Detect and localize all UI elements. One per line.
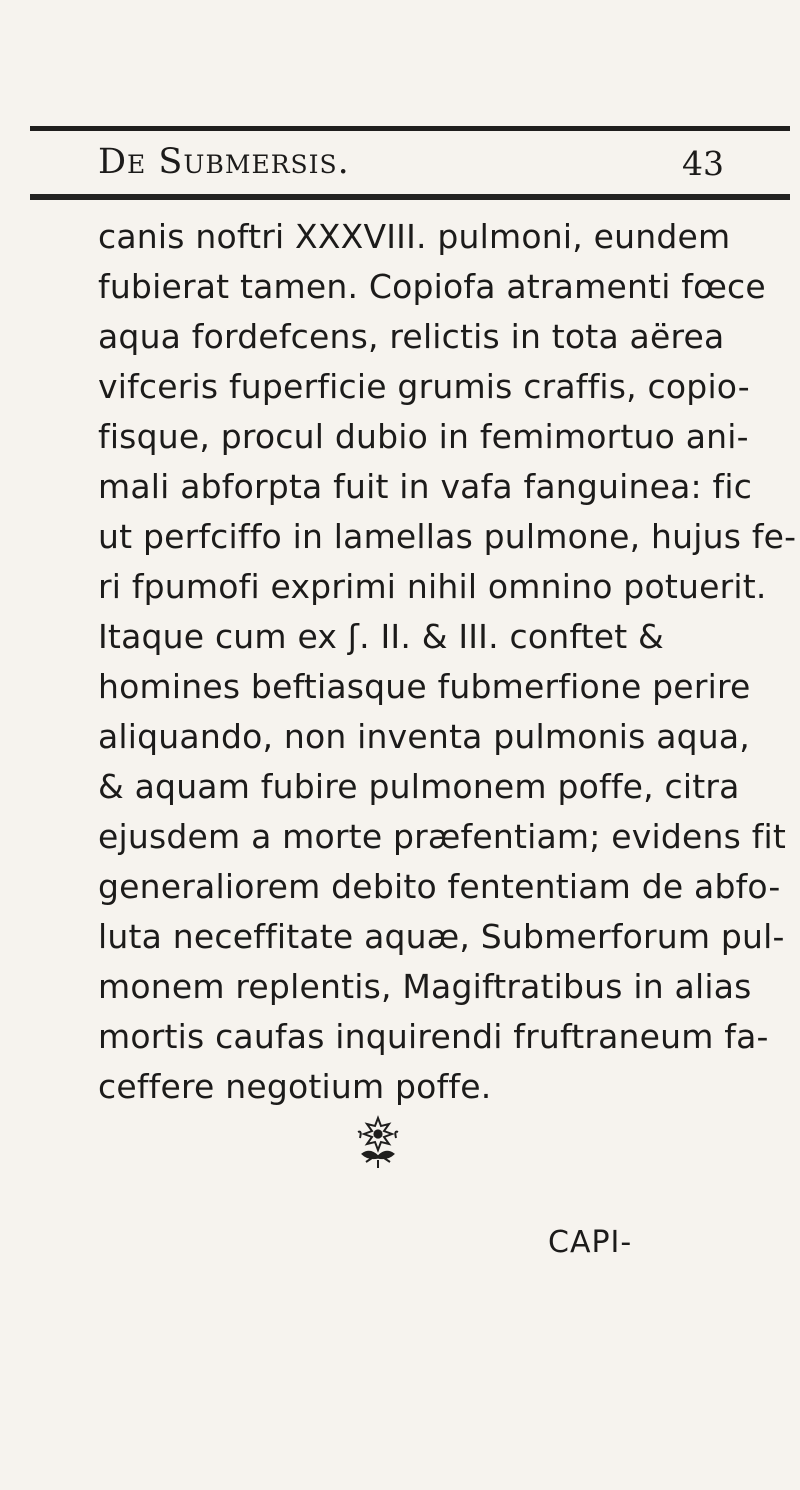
catchword: CAPI- [548, 1225, 633, 1260]
printer-ornament-icon [348, 1112, 408, 1172]
page-number: 43 [682, 144, 724, 183]
text-line: aliquando, non inventa pulmonis aqua, [98, 717, 750, 756]
header-rule-top [30, 126, 790, 131]
text-line: ri fpumofi exprimi nihil omnino potuerit. [98, 567, 767, 606]
text-line: homines beftiasque fubmerfione perire [98, 667, 751, 706]
text-line: ejusdem a morte præfentiam; evidens fit [98, 817, 787, 856]
text-line: mortis caufas inquirendi fruftraneum fa- [98, 1017, 769, 1056]
text-line: ut perfciffo in lamellas pulmone, hujus fe- [98, 517, 797, 556]
text-line: fisque, procul dubio in femimortuo ani- [98, 417, 749, 456]
header-rule-bottom [30, 194, 790, 200]
ornament-graphic [348, 1112, 408, 1172]
running-header [98, 138, 724, 190]
text-line: mali abforpta fuit in vafa fanguinea: fic [98, 467, 753, 506]
text-line: fubierat tamen. Copiofa atramenti fœce [98, 267, 766, 306]
running-title: De Submersis. [98, 142, 350, 182]
text-line: ceffere negotium poffe. [98, 1067, 492, 1106]
text-line: aqua fordefcens, relictis in tota aërea [98, 317, 725, 356]
text-line: Itaque cum ex ʃ. II. & III. conftet & [98, 617, 664, 656]
text-line: monem replentis, Magiftratibus in alias [98, 967, 752, 1006]
text-line: canis noftri XXXVIII. pulmoni, eundem [98, 217, 731, 256]
text-line: luta neceffitate aquæ, Submerforum pul- [98, 917, 785, 956]
text-line: generaliorem debito fententiam de abfo- [98, 867, 781, 906]
text-line: & aquam fubire pulmonem poffe, citra [98, 767, 740, 806]
text-line: vifceris fuperficie grumis craffis, copio- [98, 367, 750, 406]
